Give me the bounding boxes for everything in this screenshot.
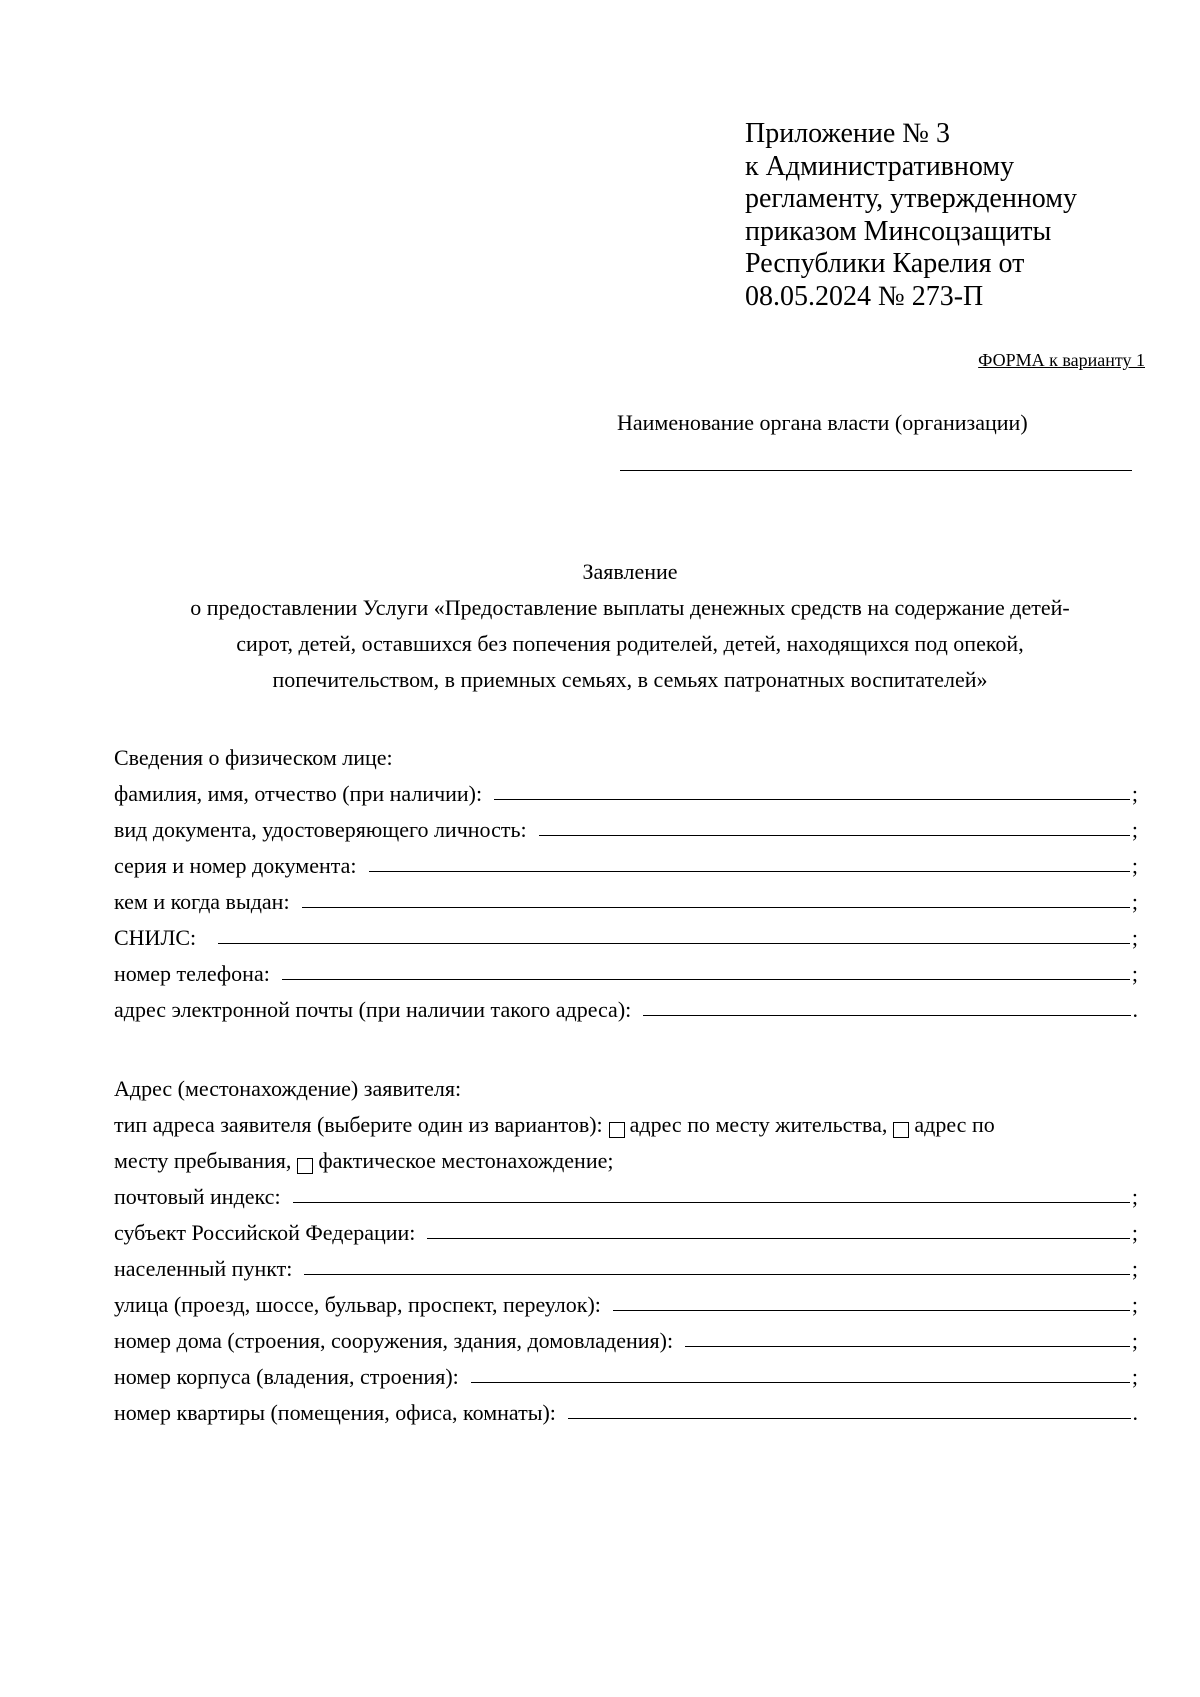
appendix-line: Приложение № 3 — [745, 118, 950, 149]
field-label: улица (проезд, шоссе, бульвар, проспект, переулок): — [114, 1292, 601, 1317]
appendix-block — [745, 118, 1165, 313]
field-end: ; — [1131, 853, 1138, 878]
field-label: кем и когда выдан: — [114, 889, 290, 914]
email-input-line[interactable] — [643, 1015, 1130, 1016]
title-line: сирот, детей, оставшихся без попечения родителей, детей, находящихся под опекой, — [236, 631, 1024, 656]
appendix-line: приказом Минсоцзащиты — [745, 215, 1052, 247]
title-line: попечительством, в приемных семьях, в семьях патронатных воспитателей» — [272, 667, 988, 692]
field-label: СНИЛС: — [114, 925, 197, 950]
field-end: ; — [1131, 1364, 1138, 1389]
appendix-line: к Административному — [745, 150, 1015, 182]
field-row-street — [114, 1282, 1138, 1318]
section-heading: Сведения о физическом лице: — [114, 745, 393, 770]
authority-label: Наименование органа власти (организации) — [617, 410, 1028, 435]
apartment-number-input-line[interactable] — [568, 1418, 1131, 1419]
appendix-line: Республики Карелия от — [745, 248, 1025, 279]
field-row-email — [114, 987, 1138, 1023]
field-end: ; — [1131, 1256, 1138, 1281]
checkbox-residence-address[interactable] — [609, 1122, 625, 1138]
option-label: адрес по месту жительства, — [629, 1112, 888, 1137]
option-label: адрес по — [914, 1112, 995, 1137]
field-row-locality — [114, 1246, 1138, 1282]
field-end: ; — [1131, 1220, 1138, 1245]
field-label: номер квартиры (помещения, офиса, комнаты): — [114, 1400, 556, 1425]
checkbox-actual-location[interactable] — [297, 1158, 313, 1174]
field-label: субъект Российской Федерации: — [114, 1220, 416, 1245]
field-row-issued-by — [114, 879, 1138, 915]
field-end: ; — [1131, 1328, 1138, 1353]
postal-code-input-line[interactable] — [293, 1202, 1130, 1203]
field-label: адрес электронной почты (при наличии такого адреса): — [114, 997, 632, 1022]
field-end: ; — [1131, 889, 1138, 914]
personal-info-section — [114, 735, 1138, 1023]
field-row-apartment-number — [114, 1390, 1138, 1426]
address-section — [114, 1066, 1138, 1426]
form-variant-label: ФОРМА к варианту 1 — [978, 350, 1145, 370]
field-row-house-number — [114, 1318, 1138, 1354]
field-row-full-name — [114, 771, 1138, 807]
document-number-input-line[interactable] — [369, 871, 1130, 872]
field-label: номер телефона: — [114, 961, 270, 986]
locality-input-line[interactable] — [304, 1274, 1130, 1275]
appendix-line: регламенту, утвержденному — [745, 183, 1077, 214]
field-row-document-number — [114, 843, 1138, 879]
field-label: серия и номер документа: — [114, 853, 357, 878]
house-number-input-line[interactable] — [685, 1346, 1130, 1347]
field-row-building-number — [114, 1354, 1138, 1390]
title-heading: Заявление — [582, 559, 678, 584]
field-row-snils — [114, 915, 1138, 951]
field-row-id-document-type — [114, 807, 1138, 843]
federal-subject-input-line[interactable] — [427, 1238, 1129, 1239]
building-number-input-line[interactable] — [471, 1382, 1130, 1383]
field-row-postal-code — [114, 1174, 1138, 1210]
address-type-row-continued — [114, 1138, 1138, 1174]
field-end: ; — [1131, 781, 1138, 806]
field-label: номер дома (строения, сооружения, здания, домовладения): — [114, 1328, 674, 1353]
checkbox-stay-address[interactable] — [893, 1122, 909, 1138]
field-end: ; — [1131, 1292, 1138, 1317]
field-label: фамилия, имя, отчество (при наличии): — [114, 781, 483, 806]
field-label: почтовый индекс: — [114, 1184, 281, 1209]
field-end: . — [1132, 1400, 1138, 1425]
full-name-input-line[interactable] — [494, 799, 1130, 800]
field-label: вид документа, удостоверяющего личность: — [114, 817, 527, 842]
field-end: ; — [1131, 1184, 1138, 1209]
section-heading: Адрес (местонахождение) заявителя: — [114, 1076, 462, 1101]
field-label: номер корпуса (владения, строения): — [114, 1364, 459, 1389]
field-end: ; — [1131, 817, 1138, 842]
field-row-federal-subject — [114, 1210, 1138, 1246]
phone-input-line[interactable] — [282, 979, 1130, 980]
option-label: фактическое местонахождение; — [318, 1148, 614, 1173]
field-label: населенный пункт: — [114, 1256, 293, 1281]
snils-input-line[interactable] — [218, 943, 1130, 944]
field-end: ; — [1131, 925, 1138, 950]
field-end: . — [1132, 997, 1138, 1022]
street-input-line[interactable] — [613, 1310, 1130, 1311]
issued-by-input-line[interactable] — [302, 907, 1130, 908]
appendix-line: 08.05.2024 № 273-П — [745, 280, 984, 312]
authority-input-line[interactable] — [620, 470, 1132, 471]
document-title — [100, 554, 1160, 698]
field-end: ; — [1131, 961, 1138, 986]
address-type-label: тип адреса заявителя (выберите один из вариантов): — [114, 1112, 603, 1137]
id-document-type-input-line[interactable] — [539, 835, 1130, 836]
title-line: о предоставлении Услуги «Предоставление выплаты денежных средств на содержание детей- — [190, 595, 1070, 620]
option-label: месту пребывания, — [114, 1148, 292, 1173]
field-row-phone — [114, 951, 1138, 987]
address-type-row — [114, 1102, 1138, 1138]
